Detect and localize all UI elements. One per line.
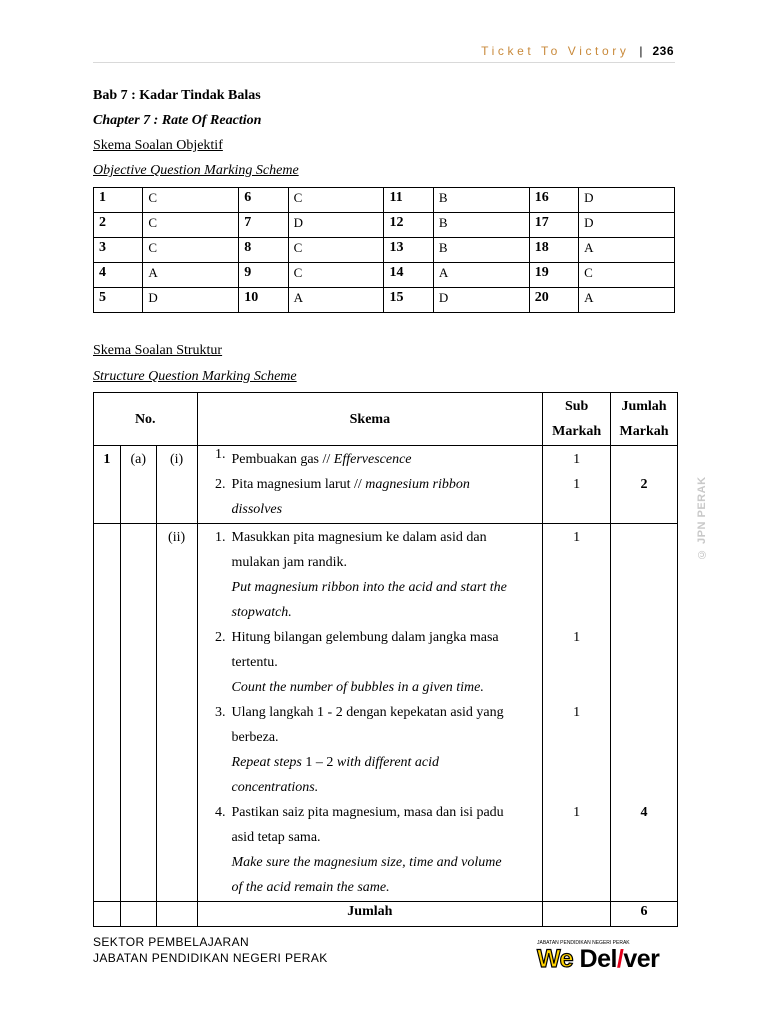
header-title: Ticket To Victory bbox=[481, 44, 630, 58]
structure-heading-en: Structure Question Marking Scheme bbox=[93, 369, 297, 384]
question-number-cell: 10 bbox=[239, 288, 288, 313]
sub-header-line1: Sub bbox=[564, 399, 589, 414]
table-row bbox=[94, 213, 675, 238]
question-number-cell: 4 bbox=[94, 263, 143, 288]
we-deliver-logo bbox=[537, 940, 675, 978]
question-number-cell: 19 bbox=[529, 263, 578, 288]
answer-cell: A bbox=[143, 263, 239, 288]
table-row-jumlah bbox=[94, 902, 678, 927]
logo-caption: JABATAN PENDIDIKAN NEGERI PERAK bbox=[537, 940, 630, 946]
structure-heading-ms: Skema Soalan Struktur bbox=[93, 343, 223, 358]
objective-heading-en: Objective Question Marking Scheme bbox=[93, 163, 299, 178]
table-row bbox=[94, 288, 675, 313]
page-number: 236 bbox=[652, 44, 674, 58]
table-row bbox=[94, 188, 675, 213]
question-number-cell: 1 bbox=[94, 188, 143, 213]
part-ii-sub-marks: 1 1 1 1 bbox=[543, 524, 611, 902]
answer-cell: A bbox=[579, 288, 675, 313]
col-header-sub-markah bbox=[543, 393, 611, 446]
question-number-cell: 13 bbox=[384, 238, 433, 263]
question-number-cell: 2 bbox=[94, 213, 143, 238]
list-item: 3. Ulang langkah 1 - 2 dengan kepekatan asid yang berbeza. Repeat steps 1 – 2 with different acid concentrations. bbox=[215, 705, 504, 795]
header-separator: | bbox=[639, 44, 643, 58]
footer-text bbox=[93, 934, 328, 966]
question-number-cell: 9 bbox=[239, 263, 288, 288]
answer-cell: C bbox=[288, 263, 384, 288]
col-header-no: No. bbox=[94, 393, 198, 446]
question-number-cell: 5 bbox=[94, 288, 143, 313]
chapter-title-ms: Bab 7 : Kadar Tindak Balas bbox=[93, 88, 261, 103]
answer-cell: C bbox=[143, 213, 239, 238]
question-number-cell: 20 bbox=[529, 288, 578, 313]
col-header-skema: Skema bbox=[197, 393, 543, 446]
answer-cell: B bbox=[433, 238, 529, 263]
list-item: 2. Pita magnesium larut // magnesium ribbon dissolves bbox=[215, 477, 470, 517]
jumlah-label: Jumlah bbox=[197, 902, 543, 927]
answer-cell: C bbox=[288, 188, 384, 213]
question-number-cell: 18 bbox=[529, 238, 578, 263]
answer-cell: C bbox=[143, 238, 239, 263]
objective-heading-ms: Skema Soalan Objektif bbox=[93, 138, 223, 153]
jumlah-header-line2: Markah bbox=[619, 424, 669, 439]
logo-del: Del bbox=[579, 945, 617, 973]
logo-slash: / bbox=[616, 945, 624, 973]
question-number-cell: 6 bbox=[239, 188, 288, 213]
question-number-cell: 15 bbox=[384, 288, 433, 313]
answer-cell: C bbox=[288, 238, 384, 263]
question-number-cell: 16 bbox=[529, 188, 578, 213]
table-row-part-ii bbox=[94, 524, 678, 902]
objective-answer-table bbox=[93, 187, 675, 313]
answer-cell: A bbox=[579, 238, 675, 263]
part-ii-label: (ii) bbox=[156, 524, 197, 902]
col-header-jumlah-markah bbox=[611, 393, 678, 446]
logo-ver: ver bbox=[623, 945, 660, 973]
answer-cell: A bbox=[288, 288, 384, 313]
list-item: 4. Pastikan saiz pita magnesium, masa dan isi padu asid tetap sama. Make sure the magnesium size, time and volume of the acid remain the same. bbox=[215, 805, 504, 895]
watermark: © JPN PERAK bbox=[696, 476, 708, 560]
answer-cell: D bbox=[143, 288, 239, 313]
question-number-cell: 11 bbox=[384, 188, 433, 213]
question-number-cell: 14 bbox=[384, 263, 433, 288]
question-number: 1 bbox=[94, 446, 121, 524]
question-number-cell: 7 bbox=[239, 213, 288, 238]
table-row bbox=[94, 238, 675, 263]
list-item: 1. Pembuakan gas // Effervescence bbox=[215, 447, 412, 467]
question-number-cell: 17 bbox=[529, 213, 578, 238]
answer-cell: B bbox=[433, 213, 529, 238]
part-ii-scheme bbox=[197, 524, 543, 902]
answer-cell: D bbox=[433, 288, 529, 313]
list-item: 2. Hitung bilangan gelembung dalam jangka masa tertentu. Count the number of bubbles in a given time. bbox=[215, 630, 499, 695]
part-i-scheme bbox=[197, 446, 543, 524]
question-number-cell: 12 bbox=[384, 213, 433, 238]
part-i-label: (i) bbox=[156, 446, 197, 524]
logo-we: We bbox=[537, 945, 574, 973]
answer-cell: D bbox=[579, 213, 675, 238]
part-i-total: 2 bbox=[611, 446, 678, 524]
answer-cell: B bbox=[433, 188, 529, 213]
table-row-part-i bbox=[94, 446, 678, 524]
question-number-cell: 3 bbox=[94, 238, 143, 263]
question-number-cell: 8 bbox=[239, 238, 288, 263]
structure-header-row bbox=[94, 393, 678, 446]
footer-line1: SEKTOR PEMBELAJARAN bbox=[93, 935, 250, 949]
answer-cell: C bbox=[579, 263, 675, 288]
answer-cell: D bbox=[579, 188, 675, 213]
jumlah-value: 6 bbox=[611, 902, 678, 927]
list-item: 1. Masukkan pita magnesium ke dalam asid dan mulakan jam randik. Put magnesium ribbon into the acid and start the stopwatch. bbox=[215, 530, 507, 620]
part-i-sub-marks: 1 1 bbox=[543, 446, 611, 524]
subquestion-a: (a) bbox=[120, 446, 156, 524]
footer-line2: JABATAN PENDIDIKAN NEGERI PERAK bbox=[93, 951, 328, 965]
answer-cell: D bbox=[288, 213, 384, 238]
sub-header-line2: Markah bbox=[552, 424, 602, 439]
jumlah-header-line1: Jumlah bbox=[621, 399, 667, 414]
part-ii-total: 4 bbox=[611, 524, 678, 902]
answer-cell: C bbox=[143, 188, 239, 213]
answer-cell: A bbox=[433, 263, 529, 288]
running-header bbox=[481, 44, 674, 58]
chapter-title-en: Chapter 7 : Rate Of Reaction bbox=[93, 113, 262, 128]
table-row bbox=[94, 263, 675, 288]
header-divider bbox=[93, 62, 675, 63]
structure-marking-table bbox=[93, 392, 678, 927]
